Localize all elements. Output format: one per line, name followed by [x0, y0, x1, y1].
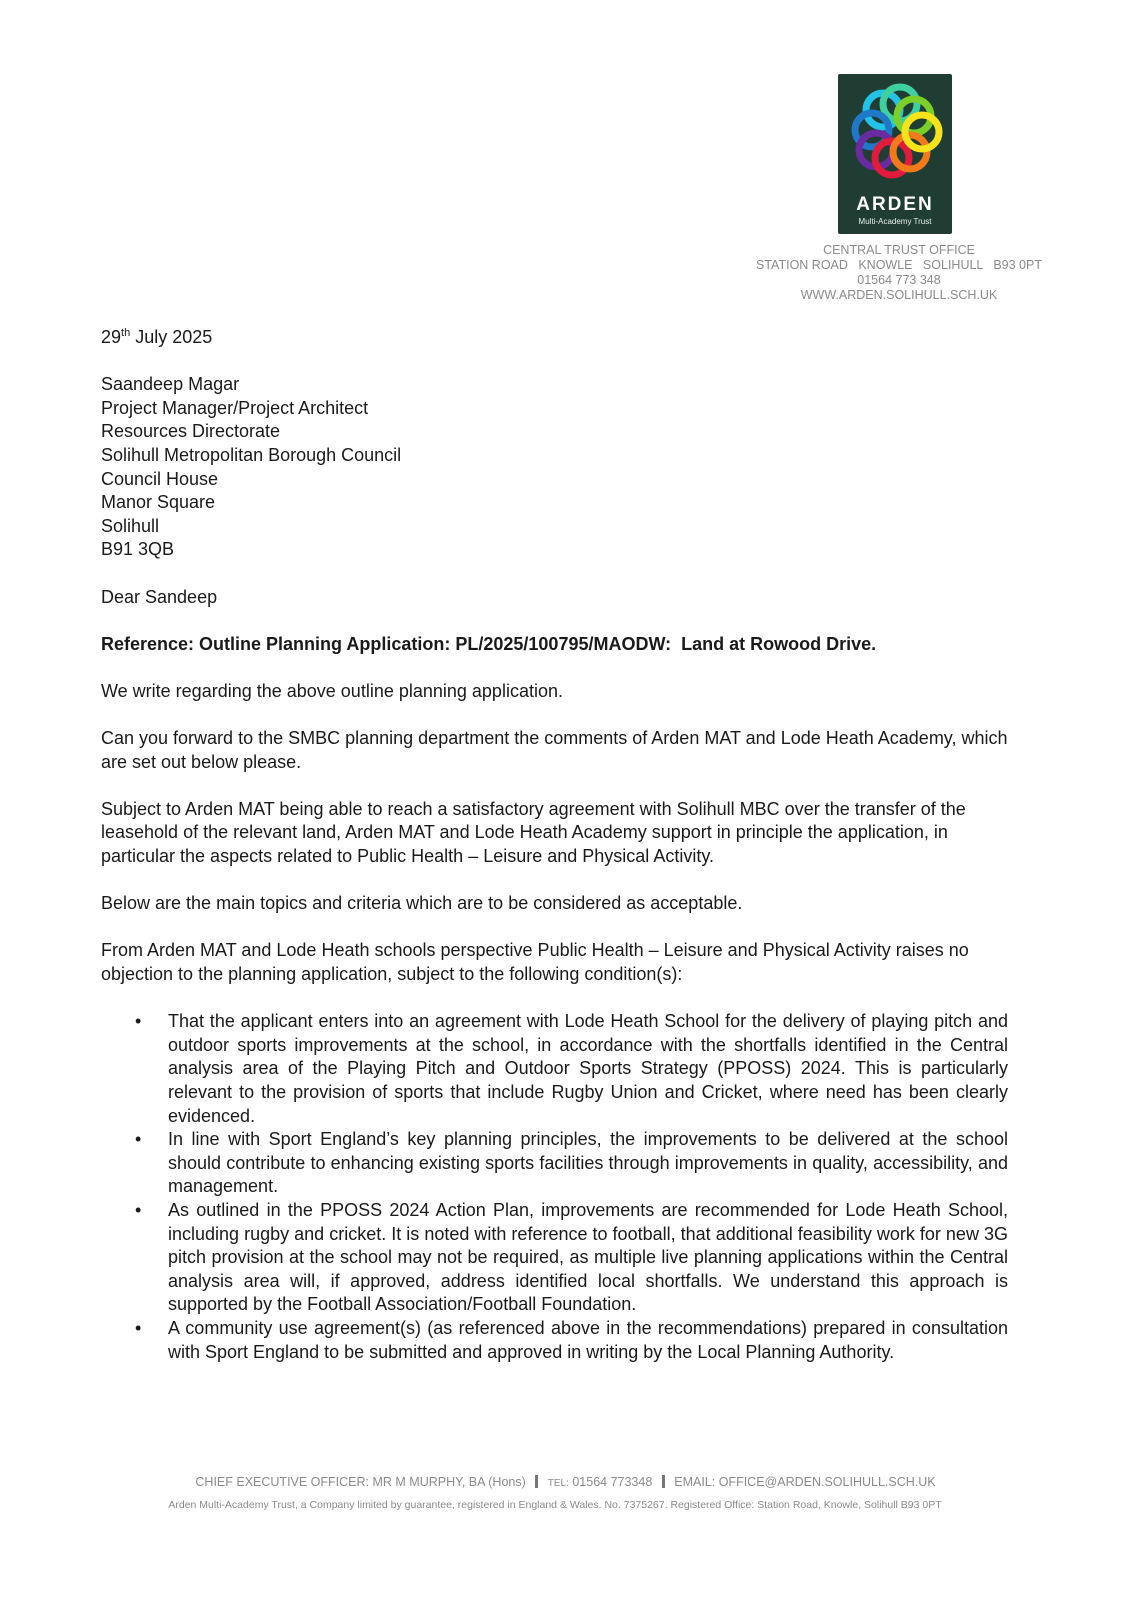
salutation: Dear Sandeep	[101, 586, 218, 607]
condition-item	[101, 1128, 1008, 1199]
footer-registration: Arden Multi-Academy Trust, a Company limited by guarantee, registered in England & Wales. No. 7375267. Registered Office: Station Road, Knowle, Solihull B93 0PT	[168, 1499, 942, 1511]
bullet-icon: •	[135, 1011, 142, 1032]
condition-text: That the applicant enters into an agreement with Lode Heath School for the delivery of playing pitch and outdoor sports improvements at the school, in accordance with the shortfalls identified in the Central analysis area of the Playing Pitch and Outdoor Sports Strategy (PPOSS) 2024. This is particularly relevant to the provision of sports that include Rugby Union and Cricket, where need has been clearly evidenced.	[168, 1011, 1008, 1126]
recipient-title: Project Manager/Project Architect	[101, 397, 369, 418]
condition-item	[101, 1317, 1008, 1364]
date-suffix: th	[121, 327, 131, 339]
condition-text: As outlined in the PPOSS 2024 Action Plan, improvements are recommended for Lode Heath School, including rugby and cricket. It is noted with reference to football, that additional feasibility work for new 3G pitch provision at the school may not be required, as multiple live planning applications within the Central analysis area will, if approved, address identified local shortfalls. We understand this approach is supported by the Football Association/Football Foundation.	[168, 1199, 1008, 1315]
paragraph: From Arden MAT and Lode Heath schools perspective Public Health – Leisure and Physical Activity raises no objection to the planning application, subject to the following condition(s):	[101, 940, 969, 985]
bullet-icon: •	[135, 1317, 142, 1338]
bullet-icon: •	[135, 1199, 142, 1220]
bullet-icon: •	[135, 1129, 142, 1150]
condition-item	[101, 1010, 1008, 1128]
recipient-town: Solihull	[101, 515, 160, 536]
recipient-building: Council House	[101, 468, 219, 489]
date-month-year: July 2025	[130, 327, 213, 347]
condition-item	[101, 1199, 1008, 1317]
footer-email: EMAIL: OFFICE@ARDEN.SOLIHULL.SCH.UK	[674, 1475, 936, 1489]
footer-separator	[535, 1475, 538, 1488]
logo-subtitle: Multi-Academy Trust	[858, 217, 932, 226]
footer-contact	[0, 1475, 1131, 1489]
office-street: STATION ROAD KNOWLE SOLIHULL B93 0PT	[756, 258, 1042, 272]
paragraph: We write regarding the above outline planning application.	[101, 680, 563, 701]
rings-emblem-icon	[838, 74, 952, 194]
recipient-postcode: B91 3QB	[101, 539, 175, 560]
conditions-list	[101, 1010, 1008, 1364]
paragraph: Can you forward to the SMBC planning department the comments of Arden MAT and Lode Heath Academy, which are set out below please.	[101, 728, 1008, 772]
recipient-street: Manor Square	[101, 492, 216, 513]
date-day: 29	[101, 327, 122, 347]
office-website: WWW.ARDEN.SOLIHULL.SCH.UK	[800, 288, 998, 302]
recipient-address	[101, 373, 1008, 562]
condition-text: A community use agreement(s) (as referenced above in the recommendations) prepared in consultation with Sport England to be submitted and approved in writing by the Local Planning Authority.	[168, 1317, 1008, 1362]
letter-date	[101, 326, 1008, 350]
footer-ceo: CHIEF EXECUTIVE OFFICER: MR M MURPHY, BA (Hons)	[195, 1475, 526, 1489]
office-address	[700, 243, 1098, 303]
recipient-directorate: Resources Directorate	[101, 421, 281, 442]
office-phone: 01564 773 348	[857, 273, 941, 287]
office-title: CENTRAL TRUST OFFICE	[823, 243, 975, 257]
recipient-organisation: Solihull Metropolitan Borough Council	[101, 444, 402, 465]
letter-body	[101, 326, 1008, 1364]
footer-tel: 01564 773348	[568, 1475, 653, 1489]
footer-tel-label: TEL:	[547, 1478, 569, 1489]
reference-line: Reference: Outline Planning Application: PL/2025/100795/MAODW: Land at Rowood Drive.	[101, 633, 877, 654]
paragraph: Subject to Arden MAT being able to reach a satisfactory agreement with Solihull MBC over the transfer of the leasehold of the relevant land, Arden MAT and Lode Heath Academy support in principle the application, in particular the aspects related to Public Health – Leisure and Physical Activity.	[101, 798, 966, 867]
logo-name: ARDEN	[856, 194, 934, 215]
arden-logo	[838, 74, 952, 234]
paragraph: Below are the main topics and criteria which are to be considered as acceptable.	[101, 893, 743, 914]
recipient-name: Saandeep Magar	[101, 374, 240, 395]
condition-text: In line with Sport England’s key planning principles, the improvements to be delivered at the school should contribute to enhancing existing sports facilities through improvements in quality, accessibility, and management.	[168, 1129, 1008, 1197]
footer-separator	[662, 1475, 665, 1488]
